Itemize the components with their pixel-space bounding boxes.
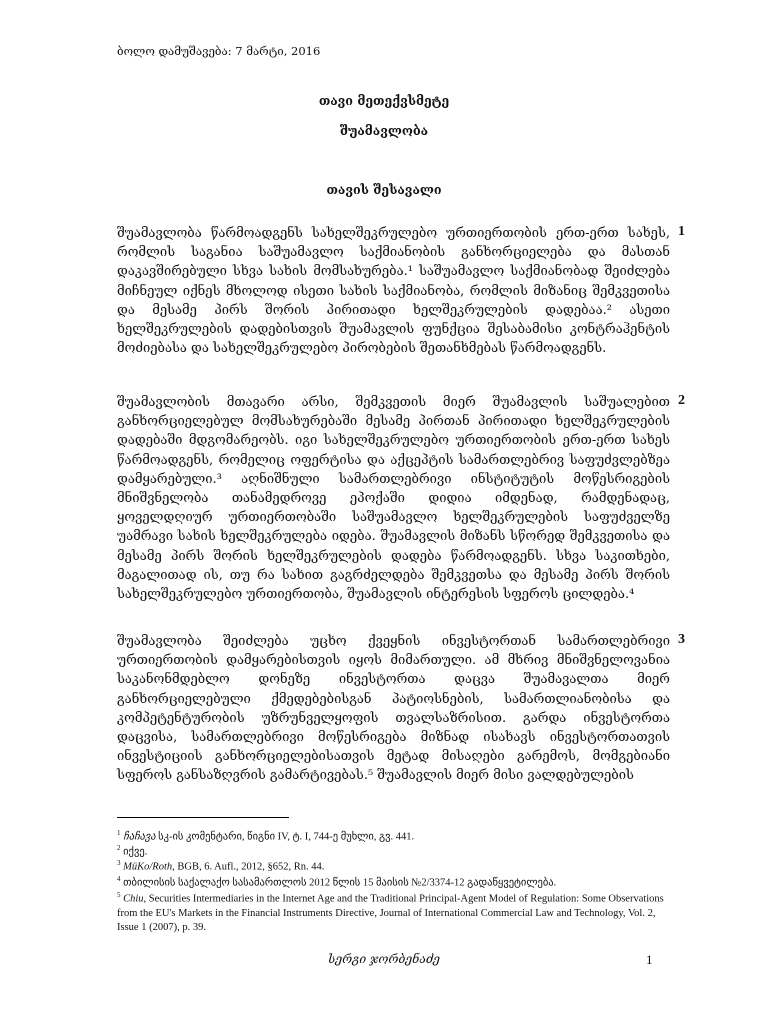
footnote-mark: 2 <box>117 844 121 852</box>
last-updated-note: ბოლო დამუშავება: 7 მარტი, 2016 <box>117 44 321 58</box>
chapter-subject: შუამავლობა <box>339 123 429 138</box>
chapter-title: თავი მეთექვსმეტე <box>318 93 450 108</box>
footnote-author: Chiu <box>123 893 144 905</box>
footnote-mark: 1 <box>117 829 121 837</box>
paragraph-number-3: 3 <box>678 632 685 647</box>
intro-heading: თავის შესავალი <box>326 182 442 197</box>
footnote-separator <box>117 817 289 818</box>
footnote-text: , Securities Intermediaries in the Internet Age and the Traditional Principal-Agent Model of Regulation: Some Observations from the EU's Markets in the Financial Instruments Directive, Journal of International Commercial Law and Technology, Vol. 2, Issue 1 (2007), p. 39. <box>117 893 664 934</box>
footnote-5 <box>117 888 677 936</box>
page-number: 1 <box>646 952 653 967</box>
footnote-mark: 3 <box>117 859 121 867</box>
paragraph-1: შუამავლობა წარმოადგენს სახელშეკრულებო ურთიერთობის ერთ-ერთ სახეს, რომლის საგანია საშუამავლო საქმიანობის განხორციელება და მასთან დაკავშირებული სხვა სახის მომსახურება.¹ საშუამავლო საქმიანობად შეიძლება მიჩნეულ იქნეს მხოლოდ ისეთი სახის საქმიანობა, რომლის მიზანიც შემკვეთისა და მესამე პირს შორის პირითადი ხელშეკრულების დადებაა.² ასეთი ხელშეკრულების დადებისთვის შუამავლის ფუნქცია შესაბამისი კონტრაჰენტის მოძიებასა და სახელშეკრულებო პირობების შეთანხმებას წარმოადგენს. <box>117 226 670 357</box>
footnote-text: იქვე. <box>123 846 148 858</box>
footnote-mark: 5 <box>117 891 121 899</box>
paragraph-number-1: 1 <box>678 224 685 239</box>
footer-author: სერგი ჯორბენაძე <box>328 952 440 966</box>
paragraph-number-2: 2 <box>678 393 685 408</box>
footnote-mark: 4 <box>117 875 121 883</box>
footnote-author: MüKo/Roth <box>123 861 173 873</box>
paragraph-3: შუამავლობა შეიძლება უცხო ქვეყნის ინვესტორთან სამართლებრივი ურთიერთობის დამყარებისთვის იყოს მიმართული. ამ მხრივ მნიშვნელოვანია საკანონმდებლო დონეზე ინვესტორთა დაცვა შუამავალთა მიერ განხორციელებული ქმედებებისგან პატიოსნების, სამართლიანობისა და კომპეტენტურობის უზრუნველყოფის თვალსაზრისით. გარდა ინვესტორთა დაცვისა, სამართლებრივი მოწესრიგება მიზნად ისახავს ინვესტორთათვის ინვესტიციის განხორციელებისათვის მეტად მისაღები გარემოს, მომგებიანი სფეროს განსაზღვრის გამარტივებას.⁵ შუამავლის მიერ მისი ვალდებულების <box>117 634 670 784</box>
footnote-text: სკ-ის კომენტარი, წიგნი IV, ტ. I, 744-ე მუხლი, გვ. 441. <box>155 831 415 843</box>
footnote-author: ჩაჩავა <box>123 831 156 843</box>
footnote-text: , BGB, 6. Aufl., 2012, §652, Rn. 44. <box>172 861 325 873</box>
paragraph-2: შუამავლობის მთავარი არსი, შემკვეთის მიერ შუამავლის საშუალებით განხორციელებულ მომსახურებაში მესამე პირთან პირითადი ხელშეკრულების დადებაში მდგომარეობს. იგი სახელშეკრულებო ურთიერთობის ერთ-ერთ სახეს წარმოადგენს, რომელიც ოფერტისა და აქცეპტის სამართლებრივ საფუძვლებზეა დამყარებული.³ აღნიშნული სამართლებრივი ინსტიტუტის მოწესრიგების მნიშვნელობა თანამედროვე ეპოქაში დიდია იმდენად, რამდენადაც, ყოველდღიურ ურთიერთობაში საშუამავლო ხელშეკრულების საფუძველზე უამრავი სახის ხელშეკრულება იდება. შუამავლის მიზანს სწორედ შემკვეთისა და მესამე პირს შორის ხელშეკრულების დადება წარმოადგენს. სხვა საკითხები, მაგალითად ის, თუ რა სახით გაგრძელდება შემკვეთსა და მესამე პირს შორის სახელშეკრულებო ურთიერთობა, შუამავლის ინტერესის სფეროს ცილდება.⁴ <box>117 395 670 603</box>
footnote-text: თბილისის საქალაქო სასამართლოს 2012 წლის 15 მაისის №2/3374-12 გადაწყვეტილება. <box>123 877 557 889</box>
